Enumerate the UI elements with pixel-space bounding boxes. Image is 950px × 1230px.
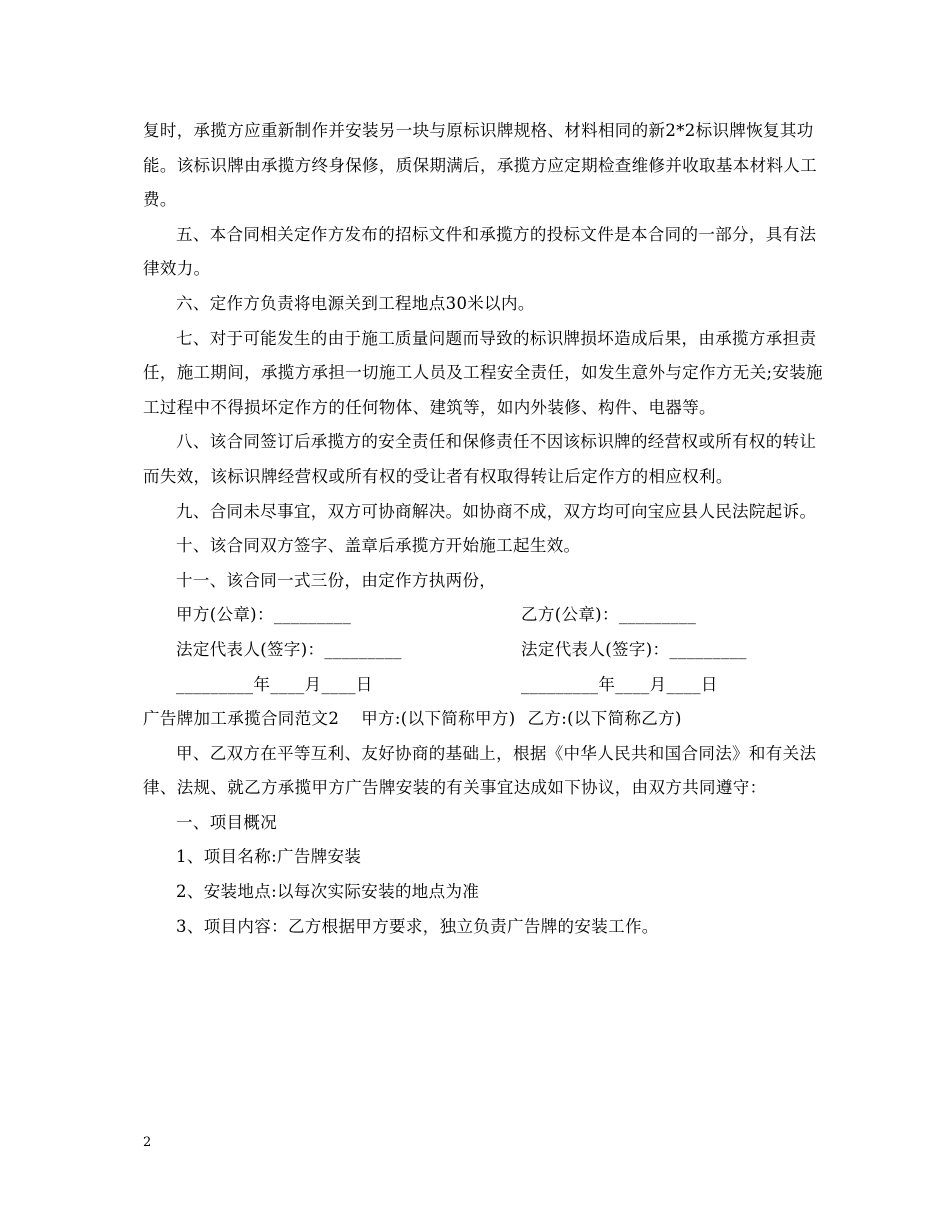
- project-name: 1、项目名称:广告牌安装: [176, 847, 362, 867]
- signature-rep-row: [143, 633, 823, 668]
- party-a-label: 甲方:(以下简称甲方): [361, 709, 516, 729]
- clause-7: 七、对于可能发生的由于施工质量问题而导致的标识牌损坏造成后果，由承揽方承担责任，施工期间，承揽方承担一切施工人员及工程安全责任，如发生意外与定作方无关;安装施工过程中不得损坏定作方的任何物体、建筑等，如内外装修、构件、电器等。: [143, 328, 823, 417]
- party-b-label: 乙方:(以下简称乙方): [527, 709, 682, 729]
- signature-seal-row: [143, 598, 823, 633]
- clause-8: 八、该合同签订后承揽方的安全责任和保修责任不因该标识牌的经营权或所有权的转让而失效，该标识牌经营权或所有权的受让者有权取得转让后定作方的相应权利。: [143, 432, 817, 486]
- clause-9: 九、合同未尽事宜，双方可协商解决。如协商不成，双方均可向宝应县人民法院起诉。: [176, 501, 817, 521]
- party-b-representative: 法定代表人(签字)：_________: [521, 639, 747, 659]
- project-content: 3、项目内容：乙方根据甲方要求，独立负责广告牌的安装工作。: [176, 916, 659, 936]
- section-project-overview: 一、项目概况: [176, 812, 278, 832]
- clause-10: 十、该合同双方签字、盖章后承揽方开始施工起生效。: [176, 536, 581, 556]
- second-contract-title: 广告牌加工承揽合同范文2: [143, 709, 340, 729]
- document-body: [143, 114, 823, 944]
- party-b-seal: 乙方(公章)：_________: [521, 605, 697, 625]
- party-a-seal: 甲方(公章)：_________: [176, 605, 352, 625]
- signature-date-row: [143, 668, 823, 703]
- party-a-representative: 法定代表人(签字)：_________: [176, 639, 402, 659]
- clause-5: 五、本合同相关定作方发布的招标文件和承揽方的投标文件是本合同的一部分，具有法律效力。: [143, 224, 817, 279]
- party-b-date: _________年____月____日: [521, 674, 718, 694]
- clause-11: 十一、该合同一式三份，由定作方执两份，: [176, 570, 497, 590]
- clause-6: 六、定作方负责将电源关到工程地点30米以内。: [176, 293, 535, 313]
- party-a-date: _________年____月____日: [176, 674, 373, 694]
- second-contract-preamble: 甲、乙双方在平等互利、友好协商的基础上，根据《中华人民共和国合同法》和有关法律、法规、就乙方承揽甲方广告牌安装的有关事宜达成如下协议，由双方共同遵守：: [143, 743, 817, 798]
- project-location: 2、安装地点:以每次实际安装的地点为准: [176, 882, 480, 902]
- second-contract-title-row: [143, 702, 823, 737]
- paragraph-continuation: 复时，承揽方应重新制作并安装另一块与原标识牌规格、材料相同的新2*2标识牌恢复其功能。该标识牌由承揽方终身保修，质保期满后，承揽方应定期检查维修并收取基本材料人工费。: [143, 121, 817, 210]
- page-number: 2: [143, 1135, 152, 1150]
